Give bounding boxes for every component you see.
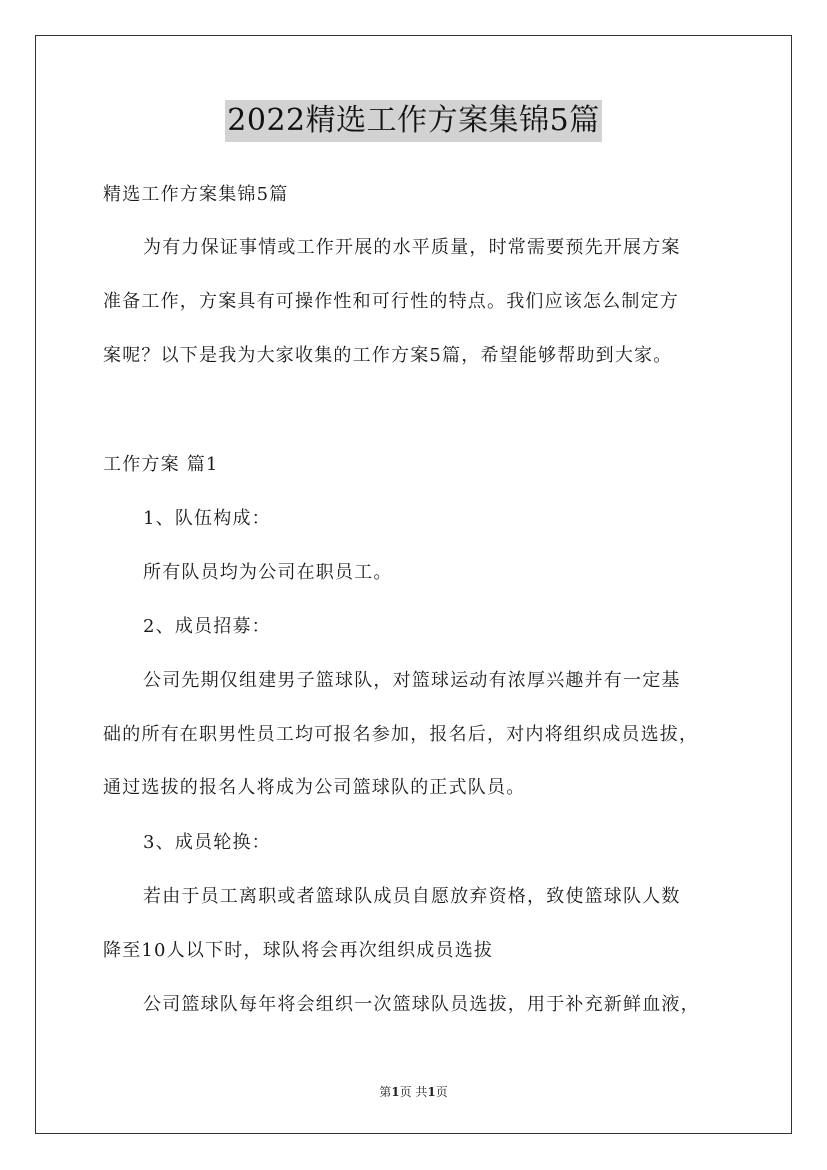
document-title: 2022精选工作方案集锦5篇	[225, 100, 601, 142]
paragraph-line: 准备工作，方案具有可操作性和可行性的特点。我们应该怎么制定方	[103, 291, 679, 312]
title-container	[0, 100, 827, 142]
section-heading: 工作方案 篇1	[103, 454, 219, 475]
paragraph-line: 公司先期仅组建男子篮球队，对篮球运动有浓厚兴趣并有一定基	[143, 670, 681, 691]
page-footer	[0, 1084, 827, 1100]
footer-page-suffix: 页	[435, 1085, 448, 1099]
item-heading: 1、队伍构成：	[143, 508, 271, 529]
paragraph-line: 公司篮球队每年将会组织一次篮球队员选拔，用于补充新鲜血液，	[143, 994, 700, 1015]
paragraph-line: 降至10人以下时，球队将会再次组织成员选拔	[103, 940, 494, 961]
footer-page-number: 1	[391, 1085, 400, 1099]
footer-total-number: 1	[427, 1085, 436, 1099]
item-heading: 3、成员轮换：	[143, 832, 271, 853]
paragraph-line: 若由于员工离职或者篮球队成员自愿放弃资格，致使篮球队人数	[143, 886, 681, 907]
item-heading: 2、成员招募：	[143, 616, 271, 637]
paragraph-line: 案呢？以下是我为大家收集的工作方案5篇，希望能够帮助到大家。	[103, 345, 673, 366]
paragraph-line: 所有队员均为公司在职员工。	[143, 562, 393, 583]
paragraph-line: 础的所有在职男性员工均可报名参加，报名后，对内将组织成员选拔，	[103, 724, 699, 745]
footer-page-prefix: 第	[379, 1085, 392, 1099]
footer-page-mid: 页 共	[399, 1085, 428, 1099]
paragraph-line: 通过选拔的报名人将成为公司篮球队的正式队员。	[103, 777, 526, 798]
paragraph-line: 为有力保证事情或工作开展的水平质量，时常需要预先开展方案	[143, 237, 681, 258]
intro-heading: 精选工作方案集锦5篇	[103, 184, 289, 205]
